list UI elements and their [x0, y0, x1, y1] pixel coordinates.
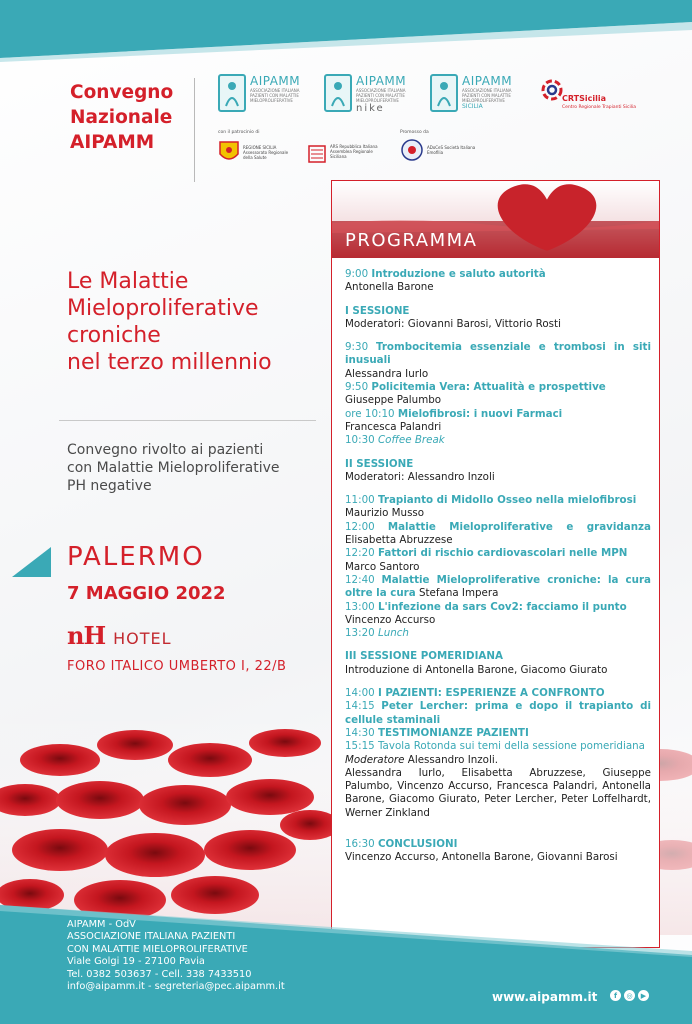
footer-line: CON MALATTIE MIELOPROLIFERATIVE [67, 943, 248, 955]
moderators: Moderatori: Alessandro Inzoli [345, 470, 495, 483]
convegno-line: AIPAMM [70, 132, 155, 153]
panelists: Palumbo, Vincenzo Accurso, Francesca Palandri, Antonella [345, 780, 651, 793]
session-title: II SESSIONE [345, 457, 414, 470]
time: 9:30 [345, 341, 369, 354]
hotel-name: HOTEL [113, 629, 172, 648]
event-title [67, 268, 327, 376]
event-title-line: nel terzo millennio [67, 350, 272, 375]
talk-title: cellule staminali [345, 713, 441, 726]
program-list [345, 268, 651, 875]
footer-contacts[interactable]: info@aipamm.it - segreteria@pec.aipamm.it [67, 981, 285, 993]
time: 14:00 [345, 687, 375, 700]
social-icons [610, 990, 649, 1001]
nh-logo: nH [67, 621, 106, 650]
patron-adoces [400, 138, 477, 162]
title-divider [59, 420, 316, 421]
time: 10:30 [345, 434, 375, 447]
talk-title: Tavola Rotonda sui temi della sessione pomeridiana [377, 740, 645, 753]
time: 9:00 [345, 268, 369, 280]
closing-block [345, 838, 651, 865]
adoces-logo-icon [400, 138, 424, 162]
time: 14:30 [345, 726, 375, 739]
talk-title: Fattori di rischio cardiovascolari nelle MPN [377, 547, 628, 560]
talk-title: L'infezione da sars Cov2: facciamo il punto [377, 600, 627, 613]
event-city: PALERMO [67, 542, 205, 572]
talk-title: CONCLUSIONI [377, 837, 458, 850]
patron-label: REGIONE SICILIA Assessorato Regionale della Salute [243, 144, 289, 160]
speaker: Stefana Impera [418, 587, 499, 600]
speaker: Maurizio Musso [345, 507, 425, 520]
subtitle-line: Convegno rivolto ai pazienti [67, 442, 264, 458]
event-date: 7 MAGGIO 2022 [67, 583, 226, 604]
ars-emblem-icon [307, 138, 327, 164]
talk-title: I PAZIENTI: ESPERIENZE A CONFRONTO [377, 687, 605, 700]
talk-title: TESTIMONIANZE PAZIENTI [377, 726, 529, 739]
location-triangle-icon [12, 547, 51, 577]
speaker: Francesca Palandri [345, 420, 442, 433]
footer-line: Viale Golgi 19 - 27100 Pavia [67, 956, 205, 968]
talk-title: oltre la cura [345, 587, 416, 600]
session-3-talks [345, 687, 651, 820]
time: 12:20 [345, 547, 375, 560]
time: 12:40 [345, 573, 375, 586]
hotel-brand [67, 621, 172, 650]
talk-title: Trombocitemia essenziale e trombosi in siti [375, 341, 651, 354]
footer-organization [67, 919, 285, 993]
patron-label: ARS Repubblica Italiana Assemblea Regionale Siciliana [330, 143, 378, 159]
time: 15:15 [345, 740, 375, 753]
aipamm-logo [218, 74, 318, 112]
crt-sicilia-logo [540, 76, 640, 116]
talk-title: Trapianto di Midollo Osseo nella mielofibrosi [377, 494, 637, 507]
speaker: Vincenzo Accurso [345, 613, 436, 626]
aipamm-mark-icon [218, 74, 246, 112]
time: 11:00 [345, 494, 375, 507]
promosso-label: Promosso da [400, 130, 429, 135]
session-title: III SESSIONE POMERIDIANA [345, 650, 503, 663]
time: 9:50 [345, 381, 369, 394]
talk-title: Peter Lercher: prima e dopo il trapianto di [381, 700, 651, 713]
talk-title: Malattie Mieloproliferative e gravidanza [387, 520, 651, 533]
crt-mark-icon [540, 76, 564, 110]
speaker: Alessandra Iurlo [345, 367, 429, 380]
time: 16:30 [345, 837, 375, 850]
session-title: I SESSIONE [345, 304, 410, 317]
footer-line: Tel. 0382 503637 - Cell. 338 7433510 [67, 968, 252, 980]
logo-name: AIPAMM [250, 74, 301, 88]
event-subtitle [67, 441, 327, 495]
time: ore 10:10 [345, 407, 395, 420]
convegno-title [70, 80, 190, 155]
talk-title: Malattie Mieloproliferative croniche: la cura [381, 573, 651, 586]
crt-name: CRTSicilia [562, 94, 606, 103]
talk-title: inusuali [345, 354, 391, 367]
regione-sicilia-crest-icon [218, 140, 240, 164]
program-heading: PROGRAMMA [345, 230, 478, 251]
panelists: Barone, Giacomo Giurato, Peter Lercher, Peter Loffelhardt, [345, 793, 651, 806]
facebook-icon[interactable]: f [610, 990, 621, 1001]
top-band [0, 0, 692, 62]
speaker: Vincenzo Accurso, Antonella Barone, Giovanni Barosi [345, 851, 618, 864]
lunch-label: Lunch [377, 627, 409, 640]
moderator: Alessandro Inzoli. [407, 753, 498, 766]
logo-name: AIPAMM [356, 74, 407, 88]
speaker: Marco Santoro [345, 560, 420, 573]
youtube-icon[interactable]: ▶ [638, 990, 649, 1001]
aipamm-nike-logo [324, 74, 424, 115]
logo-sicilia: SICILIA [462, 103, 483, 110]
subtitle-line: PH negative [67, 478, 152, 494]
session-1-talks [345, 341, 651, 447]
intro-block [345, 268, 651, 295]
instagram-icon[interactable]: ◎ [624, 990, 635, 1001]
logo-desc: ASSOCIAZIONE ITALIANA PAZIENTI CON MALATTIE MIELOPROLIFERATIVE [250, 88, 300, 103]
panelists: Werner Zinkland [345, 806, 430, 819]
time: 12:00 [345, 520, 375, 533]
talk-title: Introduzione e saluto autorità [371, 268, 546, 280]
time: 13:20 [345, 627, 375, 640]
subtitle-line: con Malattie Mieloproliferative [67, 460, 280, 476]
speaker: Antonella Barone [345, 281, 434, 294]
logo-desc: ASSOCIAZIONE ITALIANA PAZIENTI CON MALATTIE MIELOPROLIFERATIVE [462, 88, 512, 103]
aipamm-mark-icon [430, 74, 458, 112]
convegno-line: Nazionale [70, 107, 173, 128]
panelists: Alessandra Iurlo, Elisabetta Abruzzese, Giuseppe [345, 766, 651, 779]
talk-title: Mielofibrosi: i nuovi Farmaci [397, 407, 563, 420]
time: 13:00 [345, 600, 375, 613]
event-title-line: Le Malattie [67, 269, 189, 294]
event-title-line: croniche [67, 323, 161, 348]
logo-name: AIPAMM [462, 74, 513, 88]
speaker: Elisabetta Abruzzese [345, 534, 453, 547]
moderator-label: Moderatore [345, 753, 405, 766]
program-header-image [332, 181, 659, 258]
session-intro: Introduzione di Antonella Barone, Giacomo Giurato [345, 663, 608, 676]
patron-ars [307, 138, 380, 164]
convegno-line: Convegno [70, 82, 174, 103]
header-divider [194, 78, 195, 182]
event-title-line: Mieloproliferative [67, 296, 259, 321]
session-3 [345, 650, 651, 677]
session-2-talks [345, 494, 651, 640]
website-link[interactable]: www.aipamm.it [492, 990, 598, 1004]
patrocinio-label: con il patrocinio di [218, 130, 260, 135]
session-2 [345, 458, 651, 485]
footer-line: ASSOCIAZIONE ITALIANA PAZIENTI [67, 931, 236, 943]
logo-desc: ASSOCIAZIONE ITALIANA PAZIENTI CON MALATTIE MIELOPROLIFERATIVE [356, 88, 406, 103]
crt-sub: Centro Regionale Trapianti Sicilia [562, 105, 637, 110]
aipamm-mark-icon [324, 74, 352, 112]
session-1 [345, 305, 651, 332]
patron-label: ADoCeS Società Italiana Emofilia [427, 145, 476, 155]
break-label: Coffee Break [377, 434, 445, 447]
aipamm-sicilia-logo [430, 74, 530, 112]
patron-regione-sicilia [218, 140, 293, 164]
moderators: Moderatori: Giovanni Barosi, Vittorio Rosti [345, 317, 561, 330]
speaker: Giuseppe Palumbo [345, 394, 442, 407]
talk-title: Policitemia Vera: Attualità e prospettive [371, 381, 606, 394]
logo-nike: nike [356, 103, 385, 114]
event-address: FORO ITALICO UMBERTO I, 22/B [67, 659, 287, 674]
footer-line: AIPAMM - OdV [67, 919, 136, 930]
time: 14:15 [345, 700, 375, 713]
